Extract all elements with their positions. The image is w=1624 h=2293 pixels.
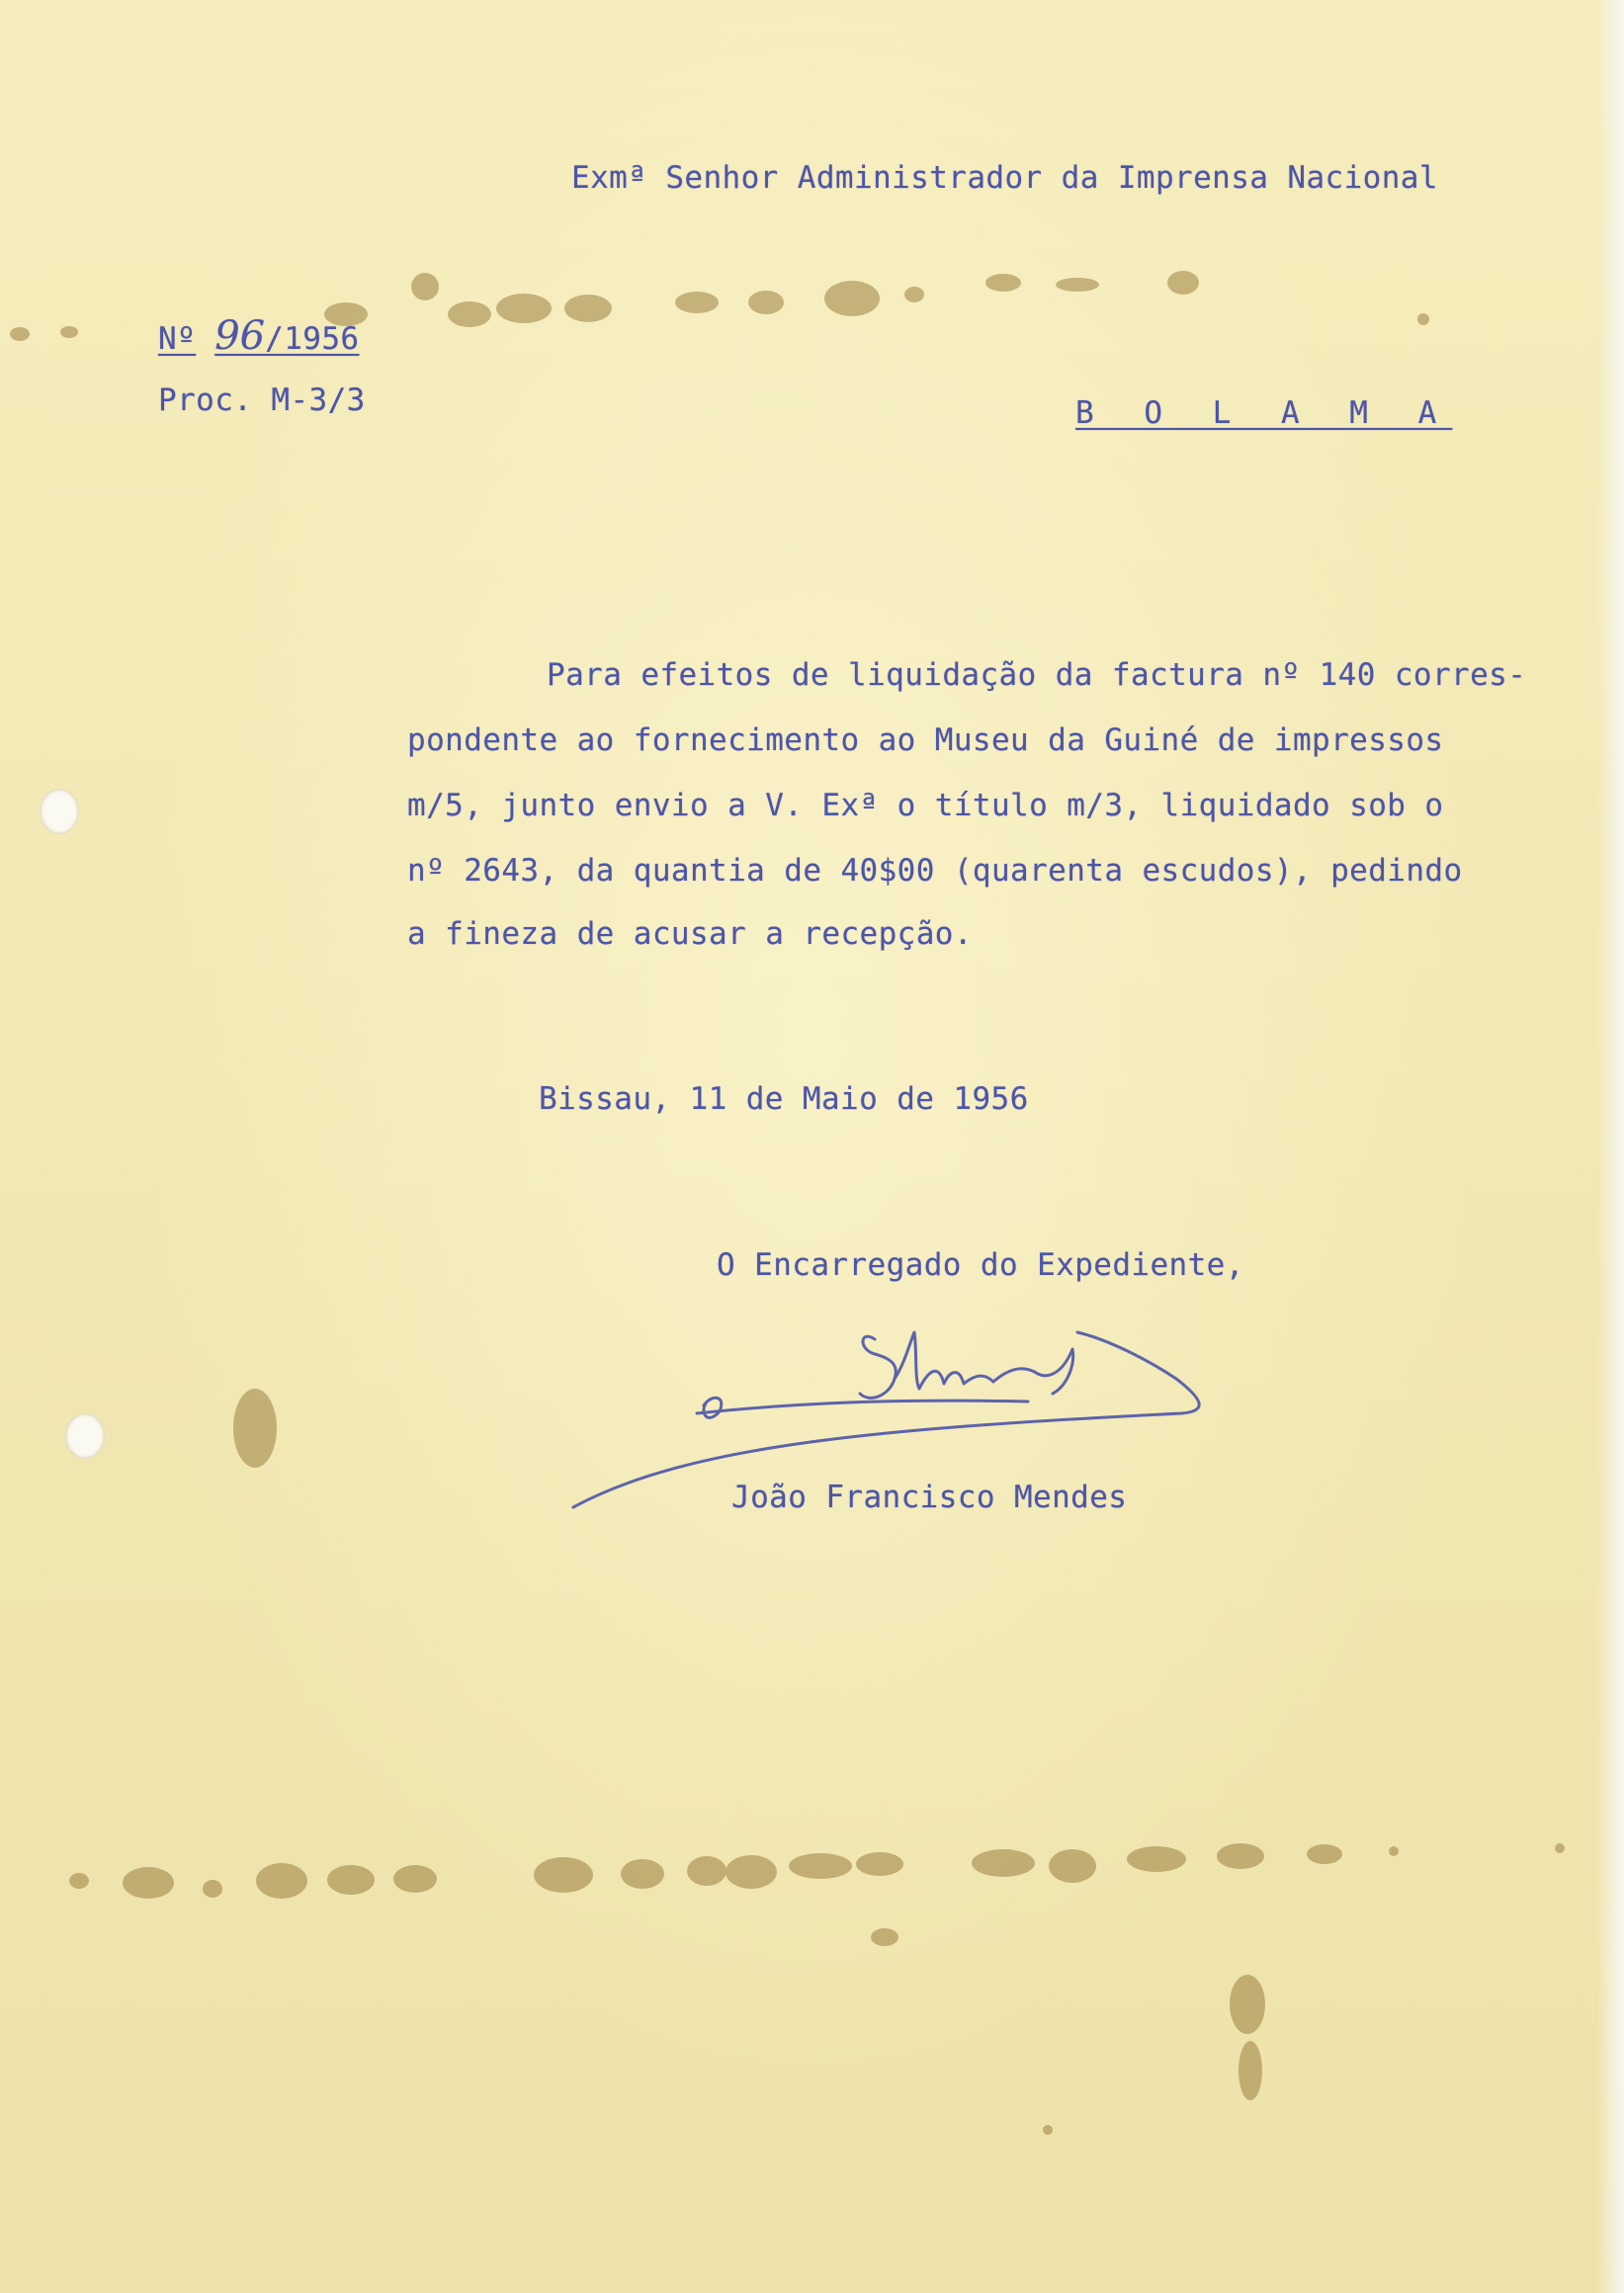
addressee: Exmª Senhor Administrador da Imprensa Nacional [571,160,1438,196]
reference-number [158,313,360,359]
body-line: pondente ao fornecimento ao Museu da Guiné de impressos [407,722,1444,758]
reference-year: /1956 [265,321,360,357]
signatory-name: João Francisco Mendes [731,1480,1128,1515]
body-line: m/5, junto envio a V. Exª o título m/3, liquidado sob o [407,788,1444,823]
paper-edge [1596,0,1624,2293]
destination: B O L A M A [1075,395,1453,431]
body-line: a fineza de acusar a recepção. [407,916,973,952]
punch-hole [65,1413,105,1459]
place-and-date: Bissau, 11 de Maio de 1956 [539,1081,1029,1117]
closing: O Encarregado do Expediente, [717,1247,1244,1283]
body-line: nº 2643, da quantia de 40$00 (quarenta escudos), pedindo [407,853,1463,889]
punch-hole [40,789,79,834]
process-reference: Proc. M-3/3 [158,382,366,418]
reference-prefix: Nº [158,321,197,357]
body-line: Para efeitos de liquidação da factura nº 140 corres- [547,657,1527,693]
reference-handwritten-number: 96 [214,313,266,359]
